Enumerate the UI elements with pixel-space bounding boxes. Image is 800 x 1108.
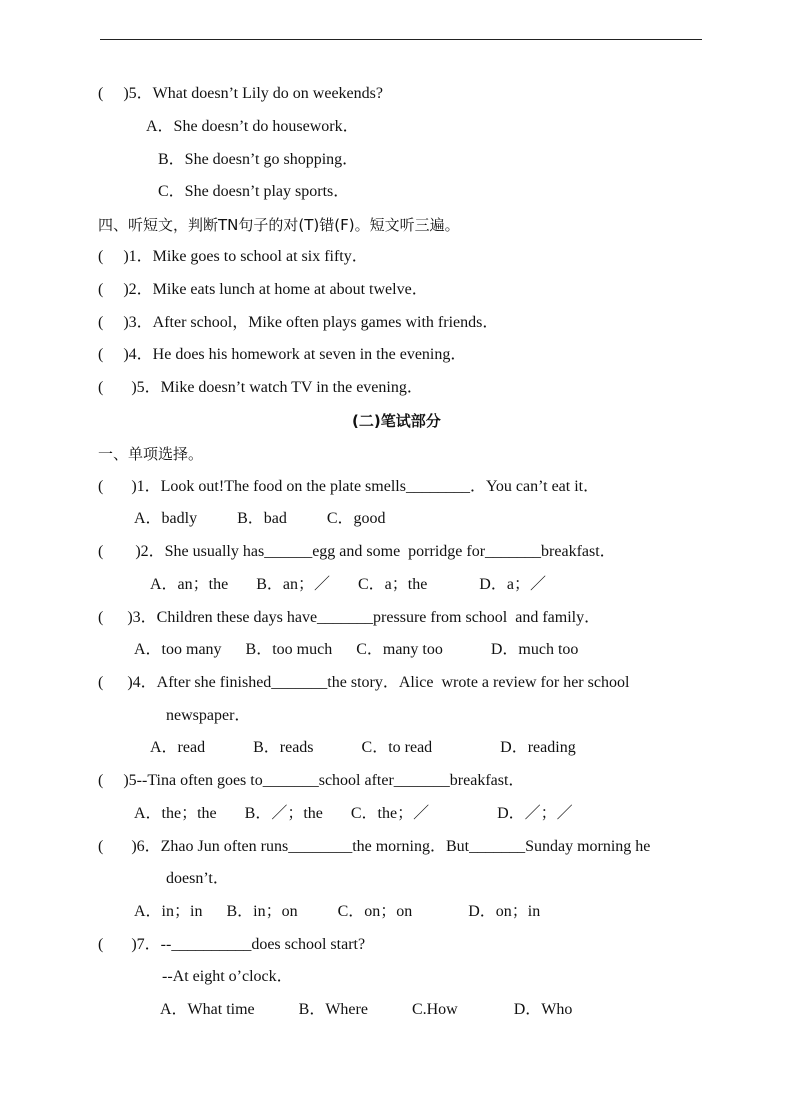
q7-options: A．What time B．Where C.How D．Who — [160, 1001, 573, 1018]
q1-stem: ( )1．Look out!The food on the plate smells________．You can’t eat it． — [98, 478, 600, 495]
section4-item-1: ( )1．Mike goes to school at six fifty． — [98, 248, 368, 265]
q1-options: A．badly B．bad C．good — [134, 510, 386, 527]
q5-stem: ( )5--Tina often goes to_______school after_______breakfast． — [98, 772, 525, 789]
listening-q5-option-c: C．She doesn’t play sports． — [158, 183, 350, 200]
listening-q5-stem: ( )5．What doesn’t Lily do on weekends? — [98, 85, 383, 102]
q3-stem: ( )3．Children these days have_______pressure from school and family． — [98, 609, 601, 626]
q3-options: A．too many B．too much C．many too D．much too — [134, 641, 579, 658]
q2-options: A．an；the B．an；／ C．a；the D．a；／ — [150, 576, 546, 593]
q4-stem-continued: newspaper． — [166, 707, 251, 724]
q4-stem: ( )4．After she finished_______the story．Alice wrote a review for her school — [98, 674, 630, 691]
section4-item-3: ( )3．After school，Mike often plays games with friends． — [98, 314, 499, 331]
q6-options: A．in；in B．in；on C．on；on D．on；in — [134, 903, 541, 920]
header-rule — [100, 39, 702, 40]
section1-heading: 一、单项选择。 — [98, 445, 204, 463]
listening-q5-option-b: B．She doesn’t go shopping． — [158, 151, 359, 168]
section4-item-2: ( )2．Mike eats lunch at home at about twelve． — [98, 281, 428, 298]
q4-options: A．read B．reads C．to read D．reading — [150, 739, 576, 756]
q7-stem: ( )7．--__________does school start? — [98, 936, 366, 953]
listening-q5-option-a: A．She doesn’t do housework． — [146, 118, 359, 135]
section4-item-5: ( )5．Mike doesn’t watch TV in the evening． — [98, 379, 423, 396]
q6-stem-continued: doesn’t． — [166, 870, 229, 887]
section4-heading: 四、听短文，判断TN句子的对(T)错(F)。短文听三遍。 — [98, 216, 460, 234]
written-part-title: (二)笔试部分 — [352, 412, 441, 430]
q2-stem: ( )2．She usually has______egg and some porridge for_______breakfast． — [98, 543, 616, 560]
section4-item-4: ( )4．He does his homework at seven in the evening． — [98, 346, 467, 363]
q6-stem: ( )6．Zhao Jun often runs________the morning．But_______Sunday morning he — [98, 838, 651, 855]
q7-reply: --At eight o’clock． — [162, 968, 293, 985]
q5-options: A．the；the B．／；the C．the；／ D．／；／ — [134, 805, 573, 822]
